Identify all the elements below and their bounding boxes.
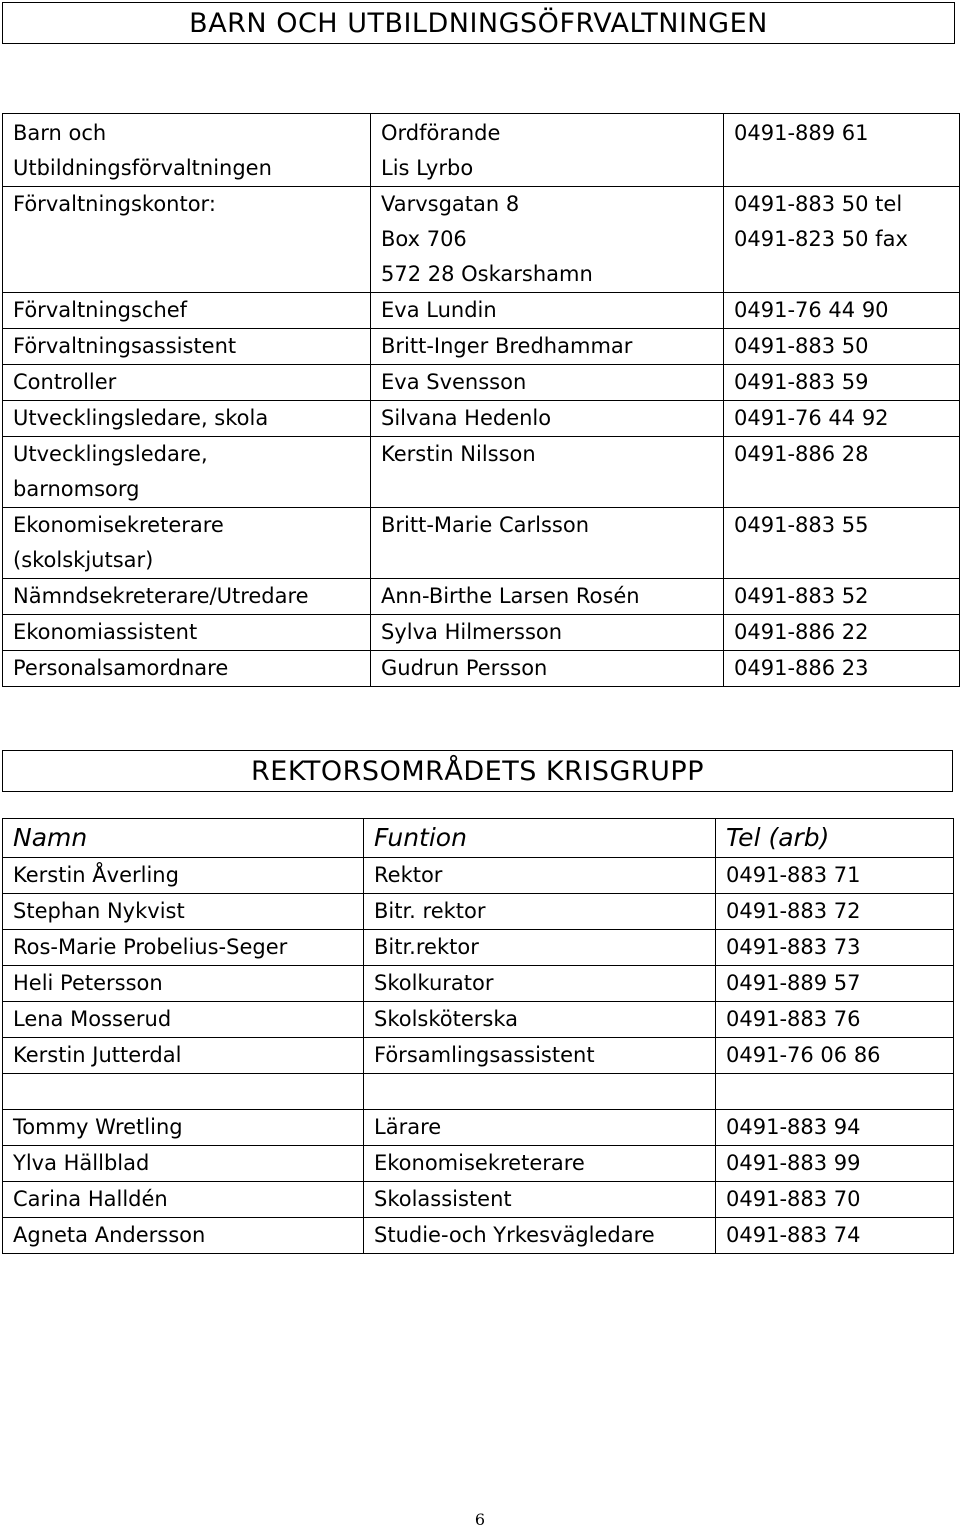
header-name: Namn (3, 819, 364, 858)
cell-name (371, 437, 724, 508)
empty-cell (364, 1074, 716, 1110)
cell-line: Förvaltningsassistent (13, 334, 237, 358)
section-title-text: BARN OCH UTBILDNINGSÖFRVALTNINGEN (189, 7, 768, 39)
cell-name: Carina Halldén (3, 1182, 364, 1218)
table-row (3, 1038, 954, 1074)
cell-line: 0491-886 23 (734, 656, 869, 680)
section-title-text: REKTORSOMRÅDETS KRISGRUPP (251, 755, 704, 787)
cell-function: Skolassistent (364, 1182, 716, 1218)
cell-phone: 0491-883 76 (716, 1002, 954, 1038)
cell-name (371, 114, 724, 187)
cell-line: Förvaltningschef (13, 298, 188, 322)
cell-phone (724, 651, 960, 687)
cell-line: 0491-886 28 (734, 442, 869, 466)
cell-phone: 0491-883 70 (716, 1182, 954, 1218)
spacer-row (3, 1074, 954, 1110)
cell-function: Ekonomisekreterare (364, 1146, 716, 1182)
cell-function: Skolkurator (364, 966, 716, 1002)
table-row (3, 966, 954, 1002)
cell-line: 0491-883 55 (734, 513, 869, 537)
table-row (3, 114, 960, 187)
cell-name: Kerstin Åverling (3, 858, 364, 894)
cell-phone (724, 293, 960, 329)
cell-line: 0491-883 59 (734, 370, 869, 394)
cell-name (371, 508, 724, 579)
cell-phone (724, 401, 960, 437)
table-row (3, 1218, 954, 1254)
cell-line: (skolskjutsar) (13, 548, 154, 572)
table-row (3, 329, 960, 365)
cell-line: Eva Lundin (381, 298, 497, 322)
table-row (3, 858, 954, 894)
empty-cell (716, 1074, 954, 1110)
cell-line: Ekonomisekreterare (13, 513, 224, 537)
cell-name (371, 651, 724, 687)
cell-name (371, 401, 724, 437)
cell-name: Tommy Wretling (3, 1110, 364, 1146)
table-row (3, 1002, 954, 1038)
cell-line: 0491-883 52 (734, 584, 869, 608)
cell-line: Personalsamordnare (13, 656, 229, 680)
table-row (3, 651, 960, 687)
cell-phone: 0491-883 72 (716, 894, 954, 930)
cell-phone (724, 579, 960, 615)
cell-phone: 0491-883 71 (716, 858, 954, 894)
cell-function: Bitr.rektor (364, 930, 716, 966)
cell-phone (724, 187, 960, 293)
table-row (3, 508, 960, 579)
cell-name (371, 329, 724, 365)
table-row (3, 930, 954, 966)
page-number: 6 (474, 1510, 486, 1529)
cell-phone (724, 508, 960, 579)
cell-line: Controller (13, 370, 117, 394)
cell-name: Ros-Marie Probelius-Seger (3, 930, 364, 966)
table-row (3, 894, 954, 930)
cell-line: Eva Svensson (381, 370, 527, 394)
cell-line: Britt-Marie Carlsson (381, 513, 590, 537)
cell-name (371, 579, 724, 615)
cell-name: Agneta Andersson (3, 1218, 364, 1254)
cell-phone (724, 615, 960, 651)
cell-phone: 0491-883 73 (716, 930, 954, 966)
cell-line: Gudrun Persson (381, 656, 548, 680)
cell-role (3, 579, 371, 615)
cell-role (3, 365, 371, 401)
cell-phone: 0491-883 74 (716, 1218, 954, 1254)
cell-line: 0491-889 61 (734, 121, 869, 145)
table-row (3, 1182, 954, 1218)
cell-function: Rektor (364, 858, 716, 894)
cell-role (3, 401, 371, 437)
section-title-administration (2, 2, 955, 44)
cell-phone: 0491-883 99 (716, 1146, 954, 1182)
empty-cell (3, 1074, 364, 1110)
table-row (3, 187, 960, 293)
cell-phone: 0491-889 57 (716, 966, 954, 1002)
cell-name: Stephan Nykvist (3, 894, 364, 930)
cell-line: 0491-883 50 tel (734, 192, 903, 216)
cell-name (371, 187, 724, 293)
section-title-crisis-group (2, 750, 953, 792)
crisis-group-table (2, 818, 954, 1254)
cell-line: Utvecklingsledare, (13, 442, 208, 466)
cell-role (3, 293, 371, 329)
cell-role (3, 114, 371, 187)
cell-role (3, 508, 371, 579)
cell-name: Ylva Hällblad (3, 1146, 364, 1182)
header-phone: Tel (arb) (716, 819, 954, 858)
cell-role (3, 615, 371, 651)
cell-line: Ann-Birthe Larsen Rosén (381, 584, 640, 608)
table-row (3, 293, 960, 329)
cell-name: Heli Petersson (3, 966, 364, 1002)
cell-line: Nämndsekreterare/Utredare (13, 584, 309, 608)
cell-role (3, 187, 371, 293)
cell-function: Församlingsassistent (364, 1038, 716, 1074)
administration-contact-table (2, 113, 960, 687)
table-row (3, 1146, 954, 1182)
cell-line: Ekonomiassistent (13, 620, 198, 644)
cell-name (371, 365, 724, 401)
cell-line: Sylva Hilmersson (381, 620, 563, 644)
cell-name: Lena Mosserud (3, 1002, 364, 1038)
cell-line: 0491-823 50 fax (734, 227, 908, 251)
cell-phone (724, 437, 960, 508)
cell-phone (724, 329, 960, 365)
cell-name (371, 615, 724, 651)
cell-line: Box 706 (381, 227, 467, 251)
table-row (3, 365, 960, 401)
header-function: Funtion (364, 819, 716, 858)
cell-line: Utvecklingsledare, skola (13, 406, 269, 430)
table-header-row (3, 819, 954, 858)
cell-phone (724, 365, 960, 401)
cell-line: Utbildningsförvaltningen (13, 156, 272, 180)
cell-line: Britt-Inger Bredhammar (381, 334, 633, 358)
cell-role (3, 329, 371, 365)
cell-line: barnomsorg (13, 477, 140, 501)
cell-line: Ordförande (381, 121, 501, 145)
cell-function: Lärare (364, 1110, 716, 1146)
cell-phone (724, 114, 960, 187)
table-row (3, 437, 960, 508)
cell-phone: 0491-76 06 86 (716, 1038, 954, 1074)
table-row (3, 615, 960, 651)
cell-role (3, 437, 371, 508)
cell-name: Kerstin Jutterdal (3, 1038, 364, 1074)
table-row (3, 579, 960, 615)
cell-line: Varvsgatan 8 (381, 192, 520, 216)
cell-line: Lis Lyrbo (381, 156, 474, 180)
cell-phone: 0491-883 94 (716, 1110, 954, 1146)
cell-name (371, 293, 724, 329)
cell-line: 0491-76 44 90 (734, 298, 889, 322)
cell-role (3, 651, 371, 687)
cell-function: Bitr. rektor (364, 894, 716, 930)
cell-line: Förvaltningskontor: (13, 192, 216, 216)
cell-line: 0491-886 22 (734, 620, 869, 644)
cell-function: Skolsköterska (364, 1002, 716, 1038)
cell-line: Barn och (13, 121, 107, 145)
cell-function: Studie-och Yrkesvägledare (364, 1218, 716, 1254)
table-row (3, 401, 960, 437)
cell-line: 0491-883 50 (734, 334, 869, 358)
cell-line: Silvana Hedenlo (381, 406, 552, 430)
cell-line: 572 28 Oskarshamn (381, 262, 593, 286)
table-row (3, 1110, 954, 1146)
cell-line: Kerstin Nilsson (381, 442, 536, 466)
cell-line: 0491-76 44 92 (734, 406, 889, 430)
